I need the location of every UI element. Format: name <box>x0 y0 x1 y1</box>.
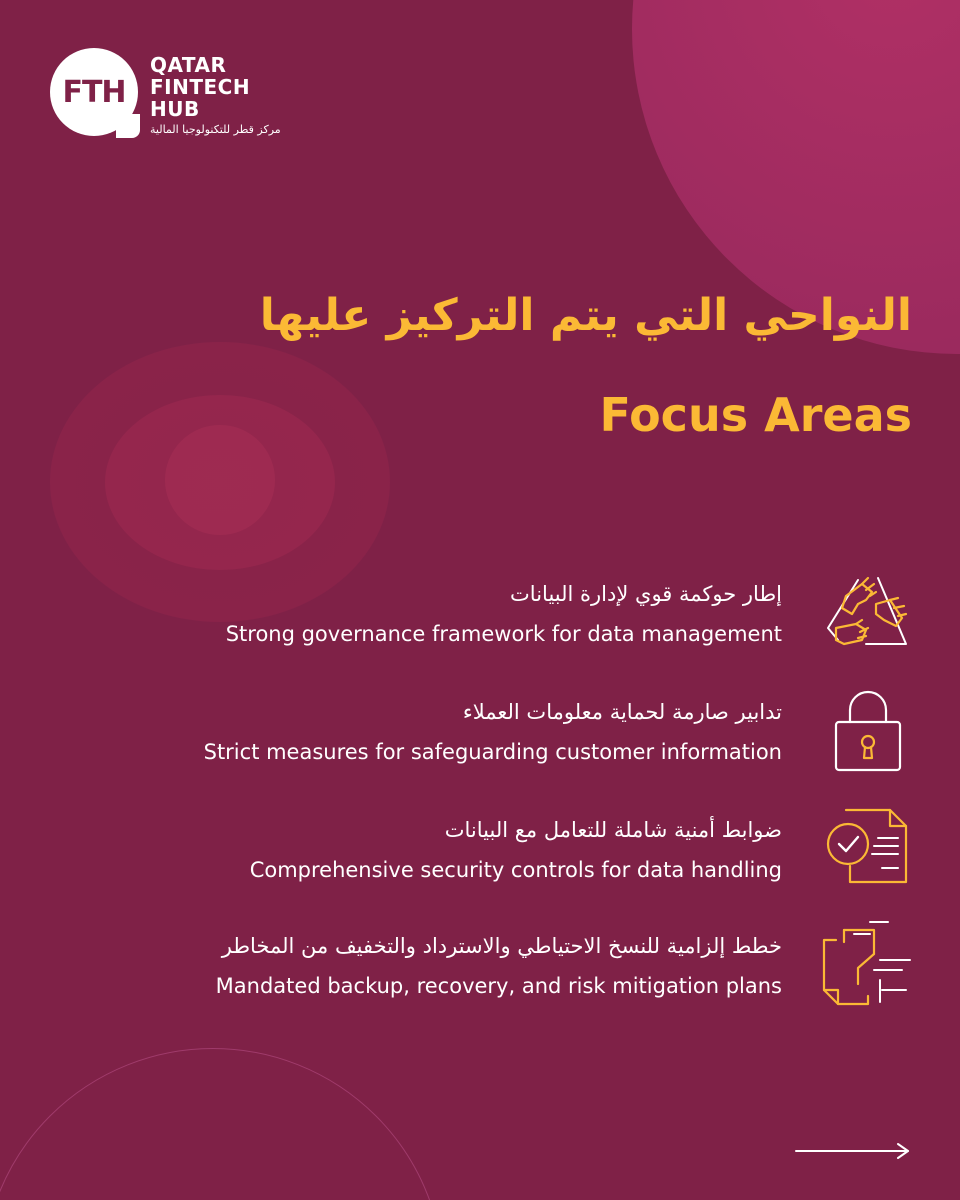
arrow-right-icon[interactable] <box>794 1140 914 1162</box>
lock-icon <box>818 686 918 776</box>
focus-item-customer-protection <box>0 700 960 800</box>
decorative-glow-inner <box>165 425 275 535</box>
focus-item-security-controls <box>0 818 960 918</box>
logo-wordmark <box>150 54 250 120</box>
logo-arabic-name: مركز قطر للتكنولوجيا المالية <box>150 123 281 136</box>
focus-item-arabic: إطار حوكمة قوي لإدارة البيانات <box>510 582 782 606</box>
logo-badge <box>50 48 138 136</box>
focus-item-english: Strict measures for safeguarding customer information <box>203 740 782 764</box>
logo-line-2: FINTECH <box>150 75 251 99</box>
focus-item-arabic: تدابير صارمة لحماية معلومات العملاء <box>462 700 782 724</box>
focus-item-arabic: خطط إلزامية للنسخ الاحتياطي والاسترداد والتخفيف من المخاطر <box>221 934 782 958</box>
heading-arabic: النواحي التي يتم التركيز عليها <box>259 290 912 341</box>
focus-item-backup-recovery <box>0 934 960 1034</box>
document-check-icon <box>818 806 918 896</box>
brand-logo <box>50 48 280 138</box>
focus-item-english: Strong governance framework for data management <box>225 622 782 646</box>
logo-line-3: HUB <box>150 97 200 121</box>
logo-mark: FTH <box>62 74 126 110</box>
decorative-circle-outline <box>0 1048 444 1200</box>
logo-line-1: QATAR <box>150 53 227 77</box>
focus-item-english: Mandated backup, recovery, and risk mitigation plans <box>215 974 782 998</box>
focus-item-english: Comprehensive security controls for data handling <box>249 858 782 882</box>
focus-item-governance <box>0 582 960 682</box>
documents-backup-icon <box>818 918 918 1008</box>
heading-english: Focus Areas <box>599 388 912 442</box>
hands-collaboration-icon <box>818 574 918 664</box>
focus-item-arabic: ضوابط أمنية شاملة للتعامل مع البيانات <box>444 818 782 842</box>
